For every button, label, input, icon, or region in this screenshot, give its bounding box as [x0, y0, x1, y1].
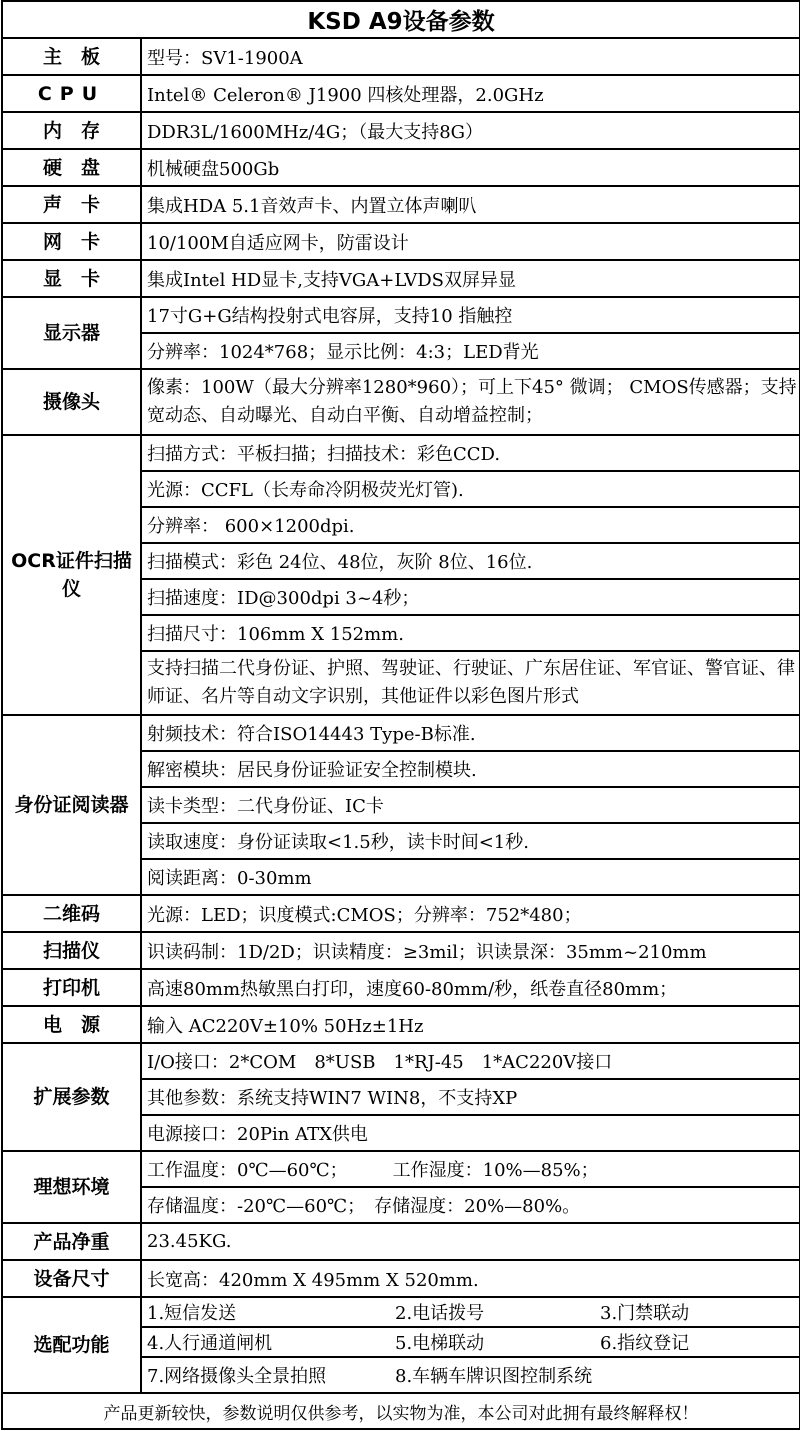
label-printer: 打印机 — [2, 969, 141, 1006]
value-display-1: 17寸G+G结构投射式电容屏，支持10 指触控 — [141, 297, 800, 333]
label-disk: 硬 盘 — [2, 149, 141, 186]
label-environment: 理想环境 — [2, 1151, 141, 1223]
row-id-reader — [2, 715, 800, 751]
value-dimensions: 长宽高：420mm X 495mm X 520mm. — [141, 1260, 800, 1297]
value-ocr-4: 扫描模式：彩色 24位、48位，灰阶 8位、16位. — [141, 543, 800, 579]
value-weight: 23.45KG. — [141, 1223, 800, 1260]
row-sound — [2, 186, 800, 223]
label-id-reader: 身份证阅读器 — [2, 715, 141, 895]
options-line-3 — [141, 1357, 800, 1393]
option-item: 4.人行通道闸机 — [147, 1333, 273, 1354]
option-item: 3.门禁联动 — [600, 1303, 690, 1324]
label-power: 电 源 — [2, 1006, 141, 1043]
row-cpu — [2, 75, 800, 112]
footer-disclaimer: 产品更新较快，参数说明仅供参考，以实物为准，本公司对此拥有最终解释权！ — [2, 1393, 800, 1429]
value-environment-1: 工作温度：0℃—60℃； 工作湿度：10%—85%； — [141, 1151, 800, 1187]
label-motherboard: 主 板 — [2, 38, 141, 75]
value-expansion-3: 电源接口：20Pin ATX供电 — [141, 1115, 800, 1151]
label-cpu: CPU — [2, 75, 141, 112]
label-network: 网 卡 — [2, 223, 141, 260]
value-scanner: 识读码制：1D/2D；识读精度：≥3mil；识读景深：35mm~210mm — [141, 932, 800, 969]
value-expansion-2: 其他参数：系统支持WIN7 WIN8，不支持XP — [141, 1079, 800, 1115]
value-ocr-2: 光源：CCFL（长寿命冷阴极荧光灯管). — [141, 471, 800, 507]
label-qr: 二维码 — [2, 895, 141, 932]
value-display-2: 分辨率：1024*768；显示比例：4:3；LED背光 — [141, 333, 800, 369]
row-expansion — [2, 1043, 800, 1079]
row-memory — [2, 112, 800, 149]
label-camera: 摄像头 — [2, 369, 141, 435]
value-id-reader-3: 读卡类型：二代身份证、IC卡 — [141, 787, 800, 823]
value-graphics: 集成Intel HD显卡,支持VGA+LVDS双屏异显 — [141, 260, 800, 297]
value-id-reader-2: 解密模块：居民身份证验证安全控制模块. — [141, 751, 800, 787]
options-line-2 — [141, 1327, 800, 1357]
label-weight: 产品净重 — [2, 1223, 141, 1260]
row-printer — [2, 969, 800, 1006]
value-sound: 集成HDA 5.1音效声卡、内置立体声喇叭 — [141, 186, 800, 223]
row-options — [2, 1297, 800, 1327]
row-qr — [2, 895, 800, 932]
label-display: 显示器 — [2, 297, 141, 369]
value-ocr-7: 支持扫描二代身份证、护照、驾驶证、行驶证、广东居住证、军官证、警官证、律师证、名片等自动文字识别，其他证件以彩色图片形式 — [141, 651, 800, 715]
row-power — [2, 1006, 800, 1043]
value-ocr-6: 扫描尺寸：106mm X 152mm. — [141, 615, 800, 651]
table-title: KSD A9设备参数 — [2, 1, 800, 38]
option-item: 7.网络摄像头全景拍照 — [147, 1366, 327, 1387]
value-qr: 光源：LED；识度模式:CMOS；分辨率：752*480； — [141, 895, 800, 932]
row-graphics — [2, 260, 800, 297]
row-display — [2, 297, 800, 333]
row-network — [2, 223, 800, 260]
value-id-reader-4: 读取速度：身份证读取<1.5秒，读卡时间<1秒. — [141, 823, 800, 859]
label-sound: 声 卡 — [2, 186, 141, 223]
label-scanner: 扫描仪 — [2, 932, 141, 969]
options-line-1 — [141, 1297, 800, 1327]
row-disk — [2, 149, 800, 186]
value-memory: DDR3L/1600MHz/4G；（最大支持8G） — [141, 112, 800, 149]
row-dimensions — [2, 1260, 800, 1297]
value-motherboard: 型号：SV1-1900A — [141, 38, 800, 75]
value-ocr-1: 扫描方式：平板扫描；扫描技术：彩色CCD. — [141, 435, 800, 471]
option-item: 2.电话拨号 — [395, 1303, 485, 1324]
value-power: 输入 AC220V±10% 50Hz±1Hz — [141, 1006, 800, 1043]
row-motherboard — [2, 38, 800, 75]
row-weight — [2, 1223, 800, 1260]
value-ocr-5: 扫描速度：ID@300dpi 3~4秒； — [141, 579, 800, 615]
value-environment-2: 存储温度：-20℃—60℃； 存储湿度：20%—80%。 — [141, 1187, 800, 1223]
value-id-reader-5: 阅读距离：0-30mm — [141, 859, 800, 895]
label-memory: 内 存 — [2, 112, 141, 149]
label-expansion: 扩展参数 — [2, 1043, 141, 1151]
row-environment — [2, 1151, 800, 1187]
value-camera: 像素：100W（最大分辨率1280*960）；可上下45° 微调； CMOS传感器；支持宽动态、自动曝光、自动白平衡、自动增益控制； — [141, 369, 800, 435]
label-graphics: 显 卡 — [2, 260, 141, 297]
option-item: 5.电梯联动 — [395, 1333, 485, 1354]
option-item: 6.指纹登记 — [600, 1333, 690, 1354]
row-ocr — [2, 435, 800, 471]
value-network: 10/100M自适应网卡，防雷设计 — [141, 223, 800, 260]
label-options: 选配功能 — [2, 1297, 141, 1393]
value-disk: 机械硬盘500Gb — [141, 149, 800, 186]
option-item: 8.车辆车牌识图控制系统 — [395, 1366, 593, 1387]
value-ocr-3: 分辨率： 600×1200dpi. — [141, 507, 800, 543]
value-expansion-1: I/O接口：2*COM 8*USB 1*RJ-45 1*AC220V接口 — [141, 1043, 800, 1079]
value-printer: 高速80mm热敏黑白打印，速度60-80mm/秒，纸卷直径80mm； — [141, 969, 800, 1006]
value-id-reader-1: 射频技术：符合ISO14443 Type-B标准. — [141, 715, 800, 751]
row-camera — [2, 369, 800, 435]
label-ocr: OCR证件扫描仪 — [2, 435, 141, 715]
label-dimensions: 设备尺寸 — [2, 1260, 141, 1297]
spec-table — [1, 0, 800, 1430]
option-item: 1.短信发送 — [147, 1303, 237, 1324]
value-cpu: Intel® Celeron® J1900 四核处理器，2.0GHz — [141, 75, 800, 112]
row-scanner — [2, 932, 800, 969]
